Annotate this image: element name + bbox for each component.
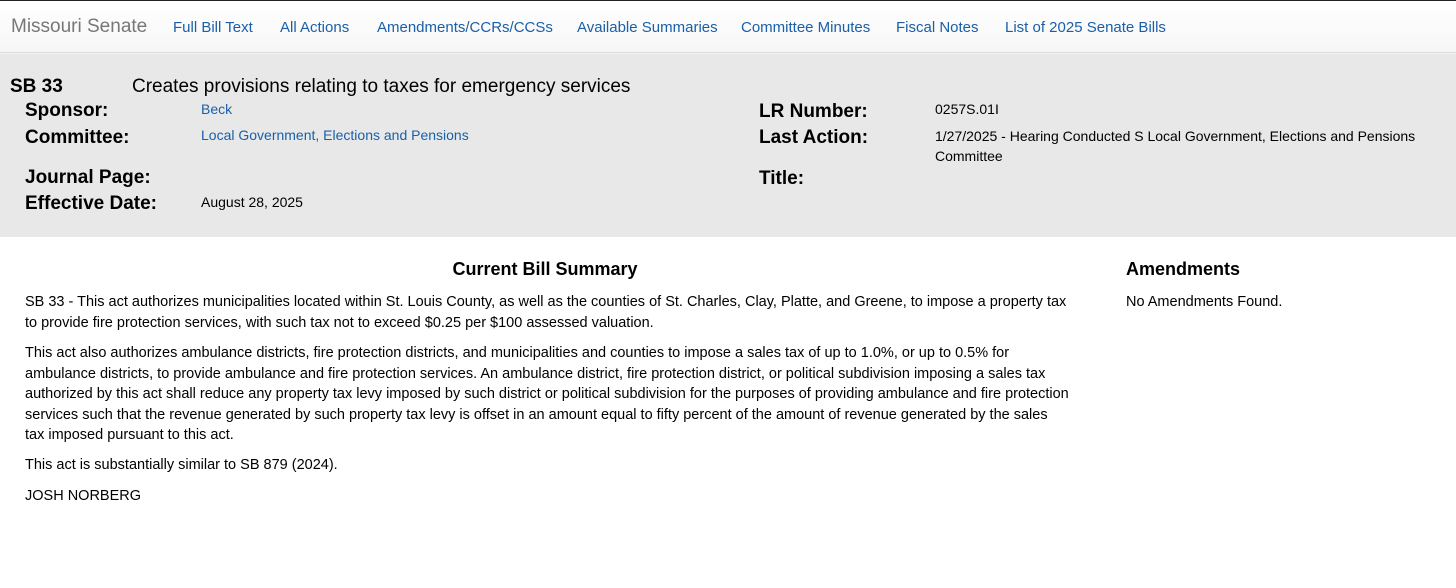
effective-date-label: Effective Date: (25, 193, 157, 214)
summary-paragraph: SB 33 - This act authorizes municipalities located within St. Louis County, as well as the counties of St. Charles, Clay, Platte, and Greene, to impose a property tax to provide fire protection services, with such tax not to exceed $0.25 per $100 assessed valuation. (25, 294, 1067, 331)
nav-all-actions[interactable]: All Actions (280, 19, 350, 36)
amendments-heading: Amendments (1126, 259, 1241, 279)
nav-available-summaries[interactable]: Available Summaries (577, 19, 718, 36)
sponsor-link[interactable]: Beck (201, 101, 233, 117)
bill-number: SB 33 (10, 76, 63, 97)
top-navbar (0, 0, 1456, 53)
nav-fiscal-notes[interactable]: Fiscal Notes (896, 19, 979, 36)
last-action-label: Last Action: (759, 127, 869, 148)
journal-page-label: Journal Page: (25, 167, 151, 188)
nav-list-senate-bills[interactable]: List of 2025 Senate Bills (1005, 19, 1166, 36)
nav-full-bill-text[interactable]: Full Bill Text (173, 19, 253, 36)
summary-heading: Current Bill Summary (452, 259, 638, 279)
committee-link[interactable]: Local Government, Elections and Pensions (201, 127, 469, 143)
sponsor-label: Sponsor: (25, 100, 109, 121)
title-label: Title: (759, 168, 805, 189)
nav-committee-minutes[interactable]: Committee Minutes (741, 19, 871, 36)
lr-number-value: 0257S.01I (935, 101, 999, 117)
bill-description: Creates provisions relating to taxes for emergency services (132, 76, 631, 97)
effective-date-value: August 28, 2025 (201, 194, 303, 210)
summary-paragraph: This act also authorizes ambulance districts, fire protection districts, and municipalities and counties to impose a sales tax of up to 1.0%, or up to 0.5% for ambulance districts, to provide ambulance and fire protection services. An ambulance district, fire protection district, or political subdivision imposing a sales tax authorized by this act shall reduce any property tax levy imposed by such district or political subdivision for the purposes of providing ambulance and fire protection services such that the revenue generated by such property tax levy is offset in an amount equal to fifty percent of the amount of revenue generated by the sales tax imposed pursuant to this act. (25, 345, 1069, 443)
summary-paragraph: This act is substantially similar to SB 879 (2024). (25, 457, 338, 473)
lr-number-label: LR Number: (759, 101, 868, 122)
brand-link[interactable]: Missouri Senate (11, 16, 148, 37)
committee-label: Committee: (25, 127, 130, 148)
amendments-empty-message: No Amendments Found. (1126, 294, 1283, 310)
last-action-value: 1/27/2025 - Hearing Conducted S Local Government, Elections and Pensions Committee (935, 128, 1416, 164)
nav-amendments[interactable]: Amendments/CCRs/CCSs (377, 19, 553, 36)
summary-author: JOSH NORBERG (25, 488, 142, 504)
